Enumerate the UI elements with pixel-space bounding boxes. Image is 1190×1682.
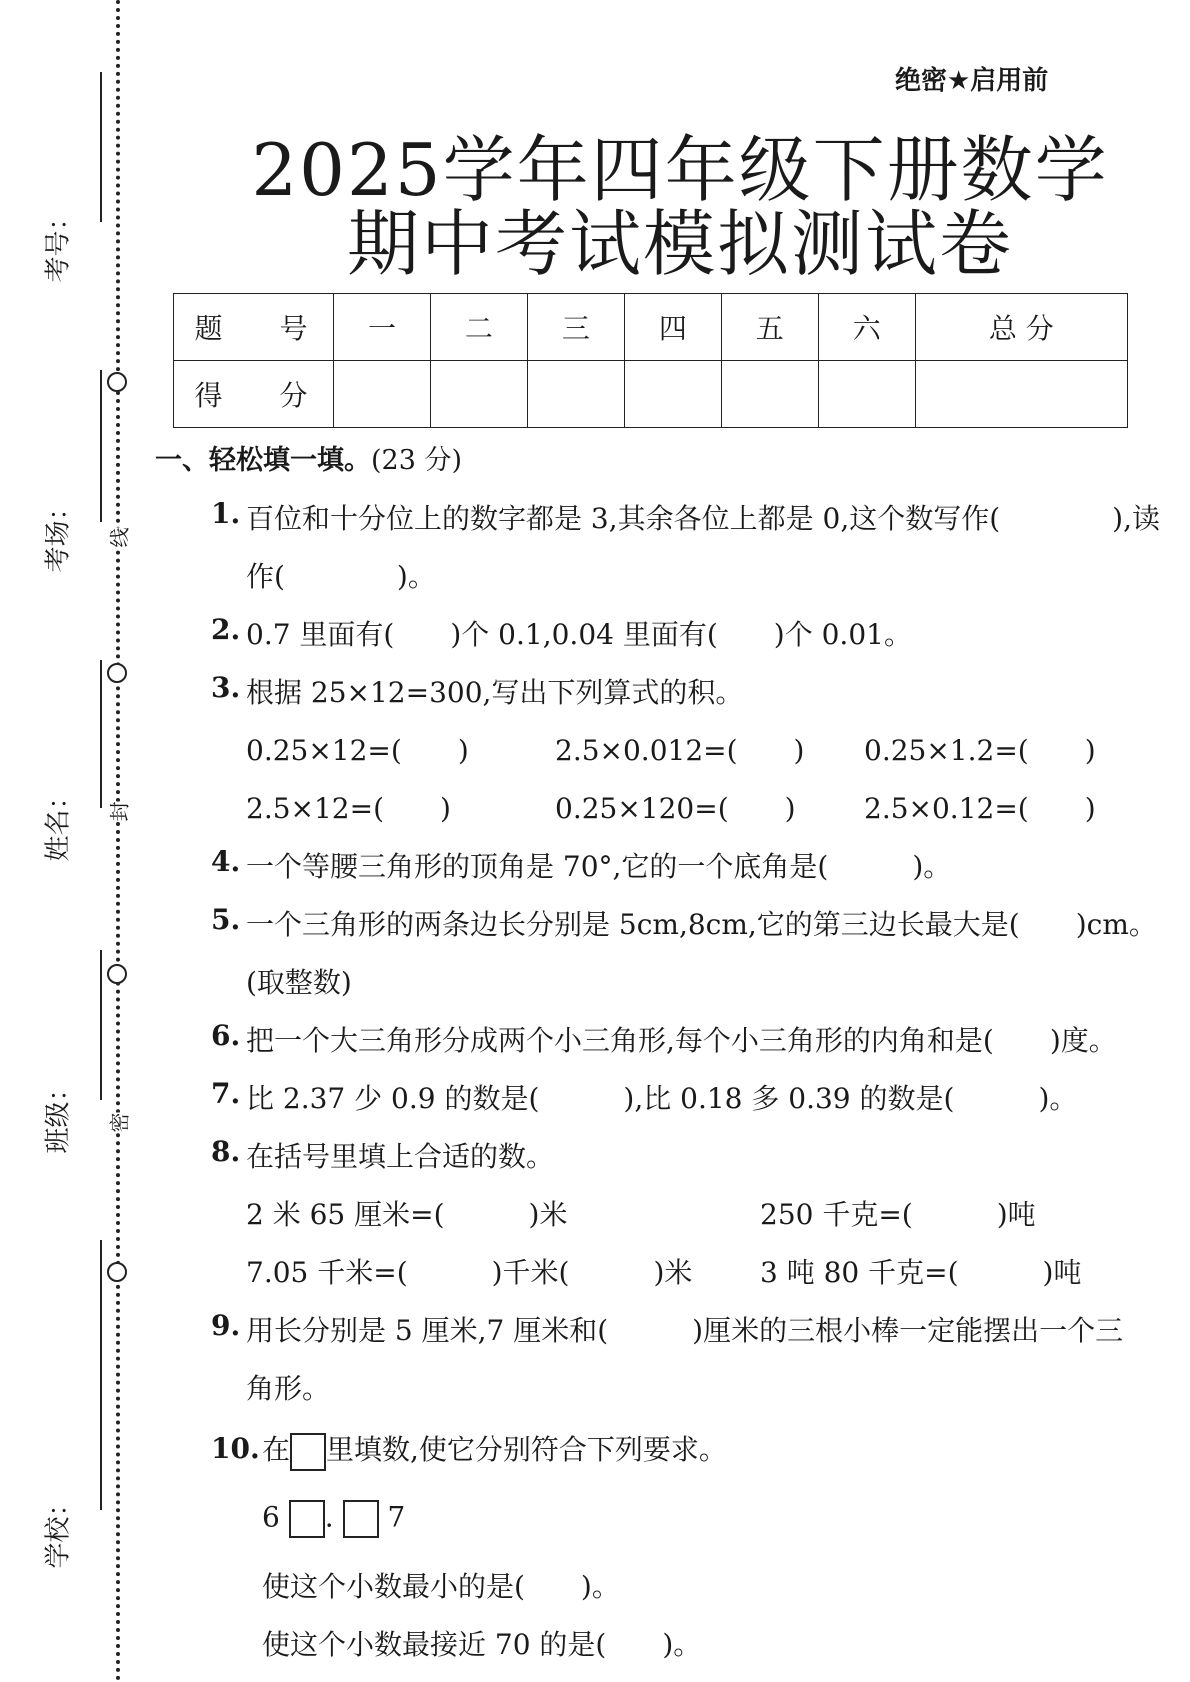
question-number: 4. (211, 845, 241, 878)
calc-item: 2.5×0.12=( ) (864, 792, 1096, 825)
score-cell: 五 (721, 294, 818, 361)
seal-word-secret: 密 (104, 1113, 133, 1133)
blank-box[interactable] (289, 1500, 325, 1538)
decimal-point: . (324, 1500, 334, 1534)
score-cell: 一 (334, 294, 431, 361)
score-cell: 得 分 (174, 361, 334, 428)
school-line (100, 1240, 102, 1510)
question-text: 比 2.37 少 0.9 的数是( ),比 0.18 多 0.39 的数是( )。 (246, 1082, 1078, 1115)
question-number: 6. (211, 1019, 241, 1052)
score-input-cell[interactable] (430, 361, 527, 428)
question-text: 在括号里填上合适的数。 (246, 1140, 555, 1173)
class-line (100, 950, 102, 1100)
score-cell: 题 号 (174, 294, 334, 361)
question-text: 一个三角形的两条边长分别是 5cm,8cm,它的第三边长最大是( )cm。 (246, 908, 1157, 941)
exam-no-label: 考号： (43, 204, 74, 283)
calc-item: 0.25×1.2=( ) (864, 734, 1096, 767)
q10-post: 里填数,使它分别符合下列要求。 (326, 1433, 727, 1466)
binding-circle (107, 964, 127, 984)
decimal-digit: 6 (262, 1500, 280, 1534)
question-text: 使这个小数最小的是( )。 (262, 1570, 620, 1603)
section-heading (155, 438, 462, 477)
score-input-cell[interactable] (721, 361, 818, 428)
score-cell: 四 (624, 294, 721, 361)
score-input-cell[interactable] (915, 361, 1127, 428)
binding-dotted-line (116, 0, 120, 1682)
score-cell: 六 (818, 294, 915, 361)
question-number: 7. (211, 1077, 241, 1110)
secret-label: 绝密★启用前 (895, 66, 1049, 96)
exam-room-line (100, 370, 102, 522)
score-input-cell[interactable] (334, 361, 431, 428)
calc-item: 2.5×0.012=( ) (555, 734, 805, 767)
question-number: 2. (211, 613, 241, 646)
question-text: 作( )。 (246, 560, 436, 593)
page-title-line1: 2025学年四年级下册数学 (251, 128, 1109, 212)
question-text: 使这个小数最接近 70 的是( )。 (262, 1628, 702, 1661)
blank-box[interactable] (343, 1500, 379, 1538)
score-cell: 二 (430, 294, 527, 361)
question-text: 一个等腰三角形的顶角是 70°,它的一个底角是( )。 (246, 850, 952, 883)
binding-circle (107, 1262, 127, 1282)
question-number: 3. (211, 671, 241, 704)
name-label: 姓名： (43, 783, 74, 862)
score-cell: 三 (527, 294, 624, 361)
score-input-cell[interactable] (527, 361, 624, 428)
binding-circle (107, 663, 127, 683)
class-label: 班级： (43, 1075, 74, 1154)
score-table (173, 293, 1128, 428)
calc-item: 0.25×120=( ) (555, 792, 796, 825)
question-text: 百位和十分位上的数字都是 3,其余各位上都是 0,这个数写作( ),读 (246, 502, 1160, 535)
calc-item: 0.25×12=( ) (246, 734, 469, 767)
seal-word-line: 线 (104, 528, 133, 548)
question-text: 把一个大三角形分成两个小三角形,每个小三角形的内角和是( )度。 (246, 1024, 1117, 1057)
binding-circle (107, 372, 127, 392)
question-text: 用长分别是 5 厘米,7 厘米和( )厘米的三根小棒一定能摆出一个三 (246, 1314, 1124, 1347)
section-title: 一、轻松填一填。 (155, 445, 371, 476)
calc-item: 2.5×12=( ) (246, 792, 451, 825)
decimal-digit: 7 (387, 1500, 406, 1534)
question-text: (取整数) (246, 966, 352, 999)
unit-item: 250 千克=( )吨 (760, 1198, 1036, 1231)
question-number: 9. (211, 1309, 241, 1342)
score-input-cell[interactable] (818, 361, 915, 428)
question-number: 1. (211, 497, 241, 530)
decimal-template (262, 1500, 405, 1538)
question-text (262, 1428, 727, 1471)
seal-word-seal: 封 (104, 802, 133, 822)
question-number: 8. (211, 1135, 241, 1168)
unit-item: 2 米 65 厘米=( )米 (246, 1198, 568, 1231)
unit-item: 7.05 千米=( )千米( )米 (246, 1256, 693, 1289)
page-title-line2: 期中考试模拟测试卷 (346, 202, 1013, 286)
name-line (100, 660, 102, 808)
question-number: 10. (211, 1432, 260, 1465)
question-text: 角形。 (246, 1372, 331, 1405)
score-table-header-row (174, 294, 1128, 361)
section-points: (23 分) (371, 445, 463, 476)
exam-no-line (100, 72, 102, 222)
score-input-cell[interactable] (624, 361, 721, 428)
q10-pre: 在 (262, 1433, 291, 1466)
score-cell: 总 分 (915, 294, 1127, 361)
unit-item: 3 吨 80 千克=( )吨 (760, 1256, 1082, 1289)
question-text: 根据 25×12=300,写出下列算式的积。 (246, 676, 744, 709)
question-number: 5. (211, 903, 241, 936)
blank-box[interactable] (290, 1433, 326, 1471)
school-label: 学校： (43, 1490, 74, 1569)
question-text: 0.7 里面有( )个 0.1,0.04 里面有( )个 0.01。 (246, 618, 912, 651)
score-table-score-row (174, 361, 1128, 428)
exam-room-label: 考场： (43, 494, 74, 573)
